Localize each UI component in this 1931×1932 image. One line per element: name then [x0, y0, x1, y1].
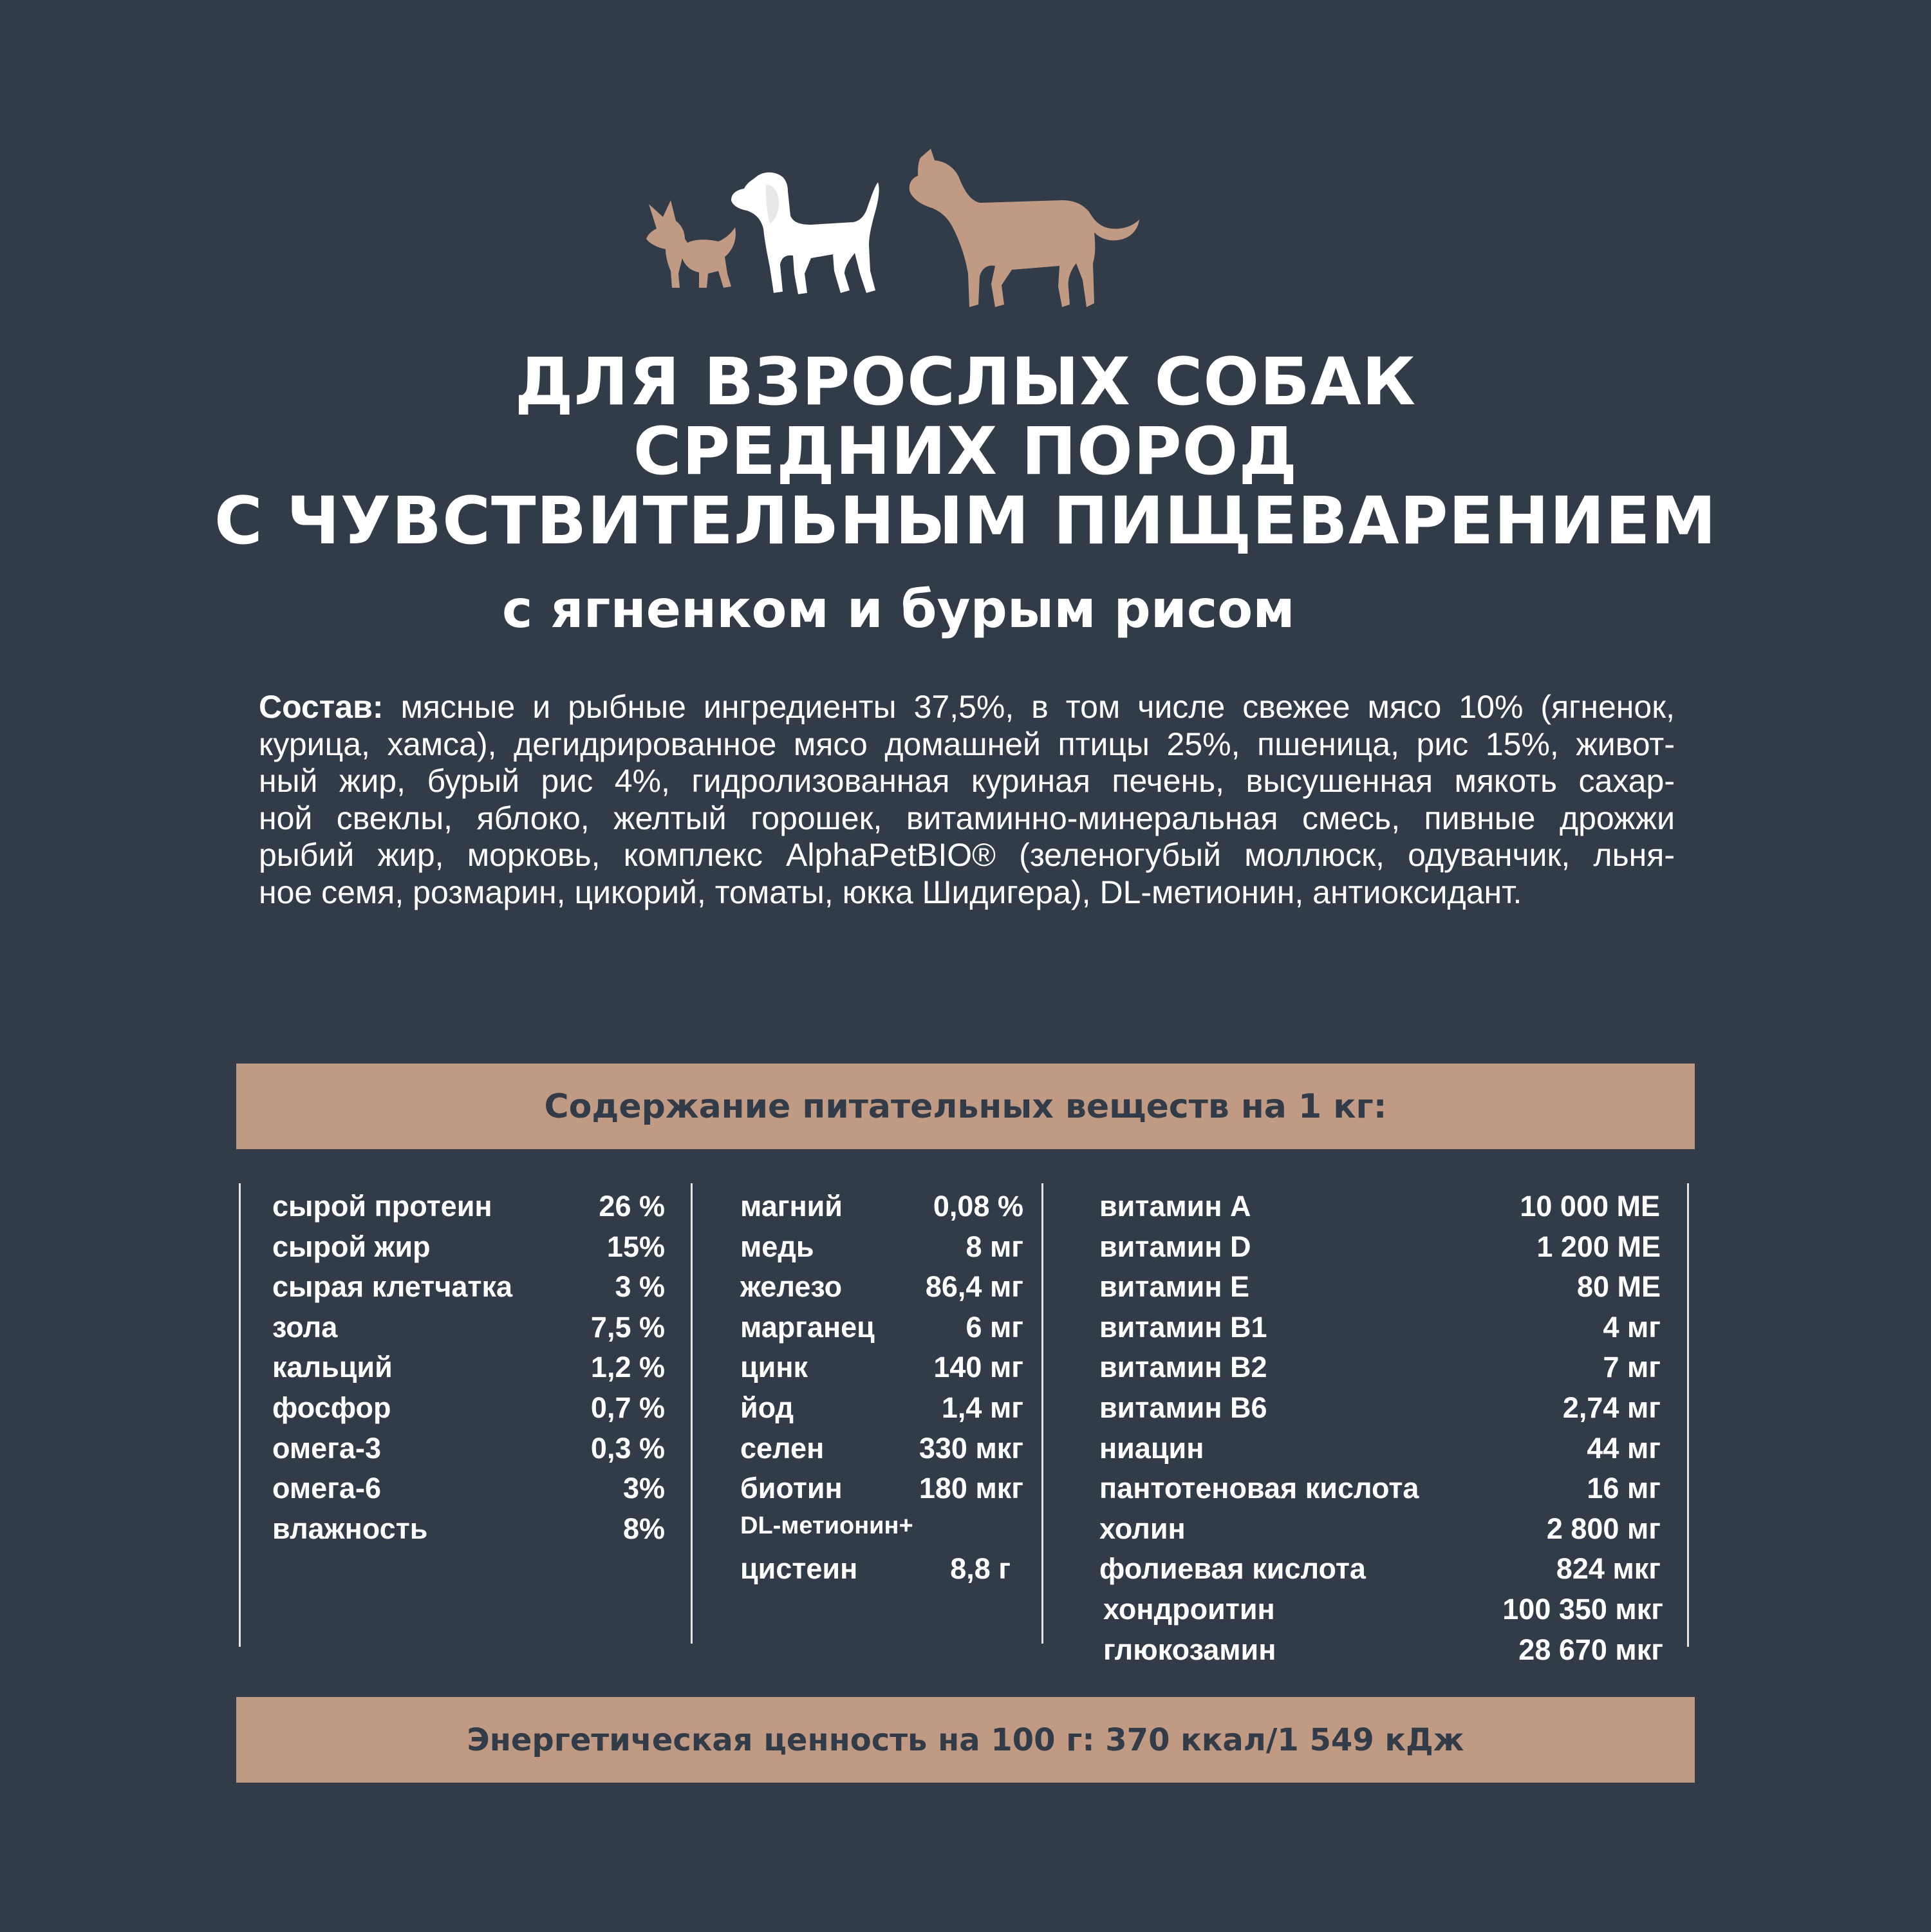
nutrient-row	[1099, 1472, 1661, 1512]
nutrient-value: 140 мг	[933, 1351, 1023, 1384]
nutrient-row	[1099, 1512, 1661, 1553]
composition-line-3: ный жир, бурый рис 4%, гидролизованная куриная печень, высушенная мякоть сахар-	[259, 763, 1675, 799]
nutrients-column-3	[1099, 1190, 1661, 1673]
nutrient-row	[740, 1512, 1023, 1553]
nutrient-row	[272, 1230, 665, 1271]
composition-line-6: ное семя, розмарин, цикорий, томаты, юкка Шидигера), DL-метионин, антиоксидант.	[259, 874, 1522, 910]
nutrient-value: 28 670 мкг	[1518, 1633, 1663, 1666]
nutrient-value: 0,08 %	[933, 1190, 1023, 1223]
nutrient-name: фолиевая кислота	[1099, 1552, 1366, 1586]
nutrient-row	[740, 1552, 1011, 1593]
nutrient-name: кальций	[272, 1351, 393, 1384]
nutrient-row	[740, 1230, 1023, 1271]
nutrient-row	[740, 1190, 1023, 1230]
nutrient-row	[1099, 1552, 1661, 1593]
nutrient-name: витамин B2	[1099, 1351, 1267, 1384]
nutrient-value: 16 мг	[1587, 1472, 1661, 1505]
nutrient-name: омега-3	[272, 1431, 381, 1465]
nutrient-row	[1099, 1432, 1661, 1472]
nutrient-row	[740, 1391, 1023, 1432]
nutrient-value: 8%	[622, 1512, 665, 1545]
nutrient-value: 86,4 мг	[925, 1270, 1023, 1304]
column-divider-1	[691, 1183, 693, 1644]
nutrient-name: цинк	[740, 1351, 808, 1384]
nutrient-value: 6 мг	[966, 1310, 1023, 1344]
nutrient-value: 2,74 мг	[1562, 1391, 1661, 1424]
nutrient-name: марганец	[740, 1310, 875, 1344]
nutrient-name: биотин	[740, 1472, 843, 1505]
nutrient-row	[1099, 1633, 1661, 1674]
nutrient-name: витамин D	[1099, 1230, 1251, 1263]
nutrient-row	[740, 1472, 1023, 1512]
nutrient-row	[1099, 1351, 1661, 1391]
nutrient-row	[740, 1311, 1023, 1351]
nutrient-name: сырой жир	[272, 1230, 431, 1263]
dogs-illustration	[618, 145, 1146, 325]
nutrient-row	[1099, 1391, 1661, 1432]
composition-line-1: мясные и рыбные ингредиенты 37,5%, в том числе свежее мясо 10% (ягненок,	[383, 689, 1675, 725]
nutrient-name: фосфор	[272, 1391, 391, 1424]
nutrient-value: 1,2 %	[590, 1351, 665, 1384]
nutrient-row	[740, 1351, 1023, 1391]
nutrient-row	[740, 1270, 1023, 1311]
nutrient-name: витамин B6	[1099, 1391, 1267, 1424]
column-divider-left	[239, 1183, 241, 1647]
nutrient-name: DL-метионин+	[740, 1512, 913, 1539]
nutrient-row	[272, 1351, 665, 1391]
nutrient-row	[1099, 1230, 1661, 1271]
energy-band	[236, 1697, 1695, 1783]
composition-line	[259, 689, 1675, 726]
title-line-2: СРЕДНИХ ПОРОД	[633, 413, 1298, 490]
composition-label: Состав:	[259, 689, 384, 725]
nutrient-name: пантотеновая кислота	[1099, 1472, 1419, 1505]
nutrient-name: селен	[740, 1431, 825, 1465]
title-line-3: С ЧУВСТВИТЕЛЬНЫМ ПИЩЕВАРЕНИЕМ	[214, 483, 1717, 559]
nutrient-value: 3%	[622, 1472, 665, 1505]
nutrient-row	[272, 1472, 665, 1512]
large-dog-icon	[910, 149, 1139, 307]
nutrient-value: 8,8 г	[950, 1552, 1011, 1586]
nutrient-row	[272, 1190, 665, 1230]
nutrient-value: 100 350 мкг	[1502, 1592, 1663, 1626]
subtitle: с ягненком и бурым рисом	[502, 579, 1295, 639]
nutrient-value: 7 мг	[1603, 1351, 1661, 1384]
nutrient-name: зола	[272, 1310, 338, 1344]
nutrient-value: 4 мг	[1603, 1310, 1661, 1344]
nutrient-name: сырая клетчатка	[272, 1270, 513, 1304]
nutrient-name: магний	[740, 1190, 843, 1223]
column-divider-2	[1041, 1183, 1043, 1644]
nutrient-name: йод	[740, 1391, 794, 1424]
nutrient-value: 1,4 мг	[941, 1391, 1023, 1424]
nutrient-name: витамин B1	[1099, 1310, 1267, 1344]
title-line-1: ДЛЯ ВЗРОСЛЫХ СОБАК	[514, 344, 1417, 420]
nutrient-name: глюкозамин	[1103, 1633, 1276, 1666]
nutrient-name: омега-6	[272, 1472, 381, 1505]
nutrient-name: холин	[1099, 1512, 1186, 1545]
nutrient-value: 180 мкг	[919, 1472, 1023, 1505]
title-block	[0, 344, 1931, 559]
nutrient-name: витамин Е	[1099, 1270, 1250, 1304]
nutrients-column-2	[740, 1190, 1023, 1593]
composition-text	[259, 689, 1675, 911]
nutrient-value: 26 %	[599, 1190, 665, 1223]
nutrient-name: сырой протеин	[272, 1190, 492, 1223]
nutrient-value: 824 мкг	[1556, 1552, 1661, 1586]
nutrient-row	[272, 1391, 665, 1432]
nutrient-row	[272, 1432, 665, 1472]
composition-line-4: ной свеклы, яблоко, желтый горошек, витаминно-минеральная смесь, пивные дрожжи	[259, 800, 1675, 836]
nutrient-row	[1099, 1270, 1661, 1311]
nutrients-column-1	[272, 1190, 665, 1552]
small-dog-icon	[646, 200, 736, 288]
nutrient-row	[272, 1270, 665, 1311]
nutrient-row	[272, 1311, 665, 1351]
nutrient-value: 44 мг	[1587, 1431, 1661, 1465]
nutrient-value: 2 800 мг	[1546, 1512, 1661, 1545]
nutrient-row	[740, 1432, 1023, 1472]
nutrient-name: влажность	[272, 1512, 428, 1545]
nutrient-name: витамин А	[1099, 1190, 1251, 1223]
nutrient-value: 15%	[606, 1230, 665, 1263]
nutrient-value: 7,5 %	[590, 1310, 665, 1344]
nutrient-name: ниацин	[1099, 1431, 1204, 1465]
column-divider-right	[1687, 1183, 1689, 1647]
nutrient-value: 10 000 МЕ	[1520, 1190, 1660, 1223]
composition-line-5: рыбий жир, морковь, комплекс AlphaPetBIO® (зеленогубый моллюск, одуванчик, льня-	[259, 837, 1675, 873]
composition-line-2: курица, хамса), дегидрированное мясо домашней птицы 25%, пшеница, рис 15%, живот-	[259, 726, 1675, 762]
energy-value: Энергетическая ценность на 100 г: 370 ккал/1 549 кДж	[467, 1721, 1464, 1758]
nutrient-value: 80 МЕ	[1576, 1270, 1661, 1304]
nutrients-heading: Содержание питательных веществ на 1 кг:	[544, 1087, 1387, 1126]
nutrient-row	[1099, 1190, 1661, 1230]
nutrient-row	[1099, 1593, 1661, 1633]
nutrient-name: цистеин	[740, 1552, 858, 1586]
nutrient-value: 0,7 %	[590, 1391, 665, 1424]
medium-dog-icon	[731, 173, 879, 294]
nutrient-name: хондроитин	[1103, 1592, 1275, 1626]
nutrient-value: 1 200 МЕ	[1536, 1230, 1661, 1263]
nutrient-name: медь	[740, 1230, 814, 1263]
nutrient-row	[272, 1512, 665, 1553]
nutrient-value: 0,3 %	[590, 1431, 665, 1465]
nutrient-value: 8 мг	[966, 1230, 1023, 1263]
nutrient-row	[1099, 1311, 1661, 1351]
nutrient-value: 330 мкг	[919, 1431, 1023, 1465]
nutrients-heading-band	[236, 1064, 1695, 1149]
nutrient-name: железо	[740, 1270, 843, 1304]
nutrient-value: 3 %	[615, 1270, 665, 1304]
